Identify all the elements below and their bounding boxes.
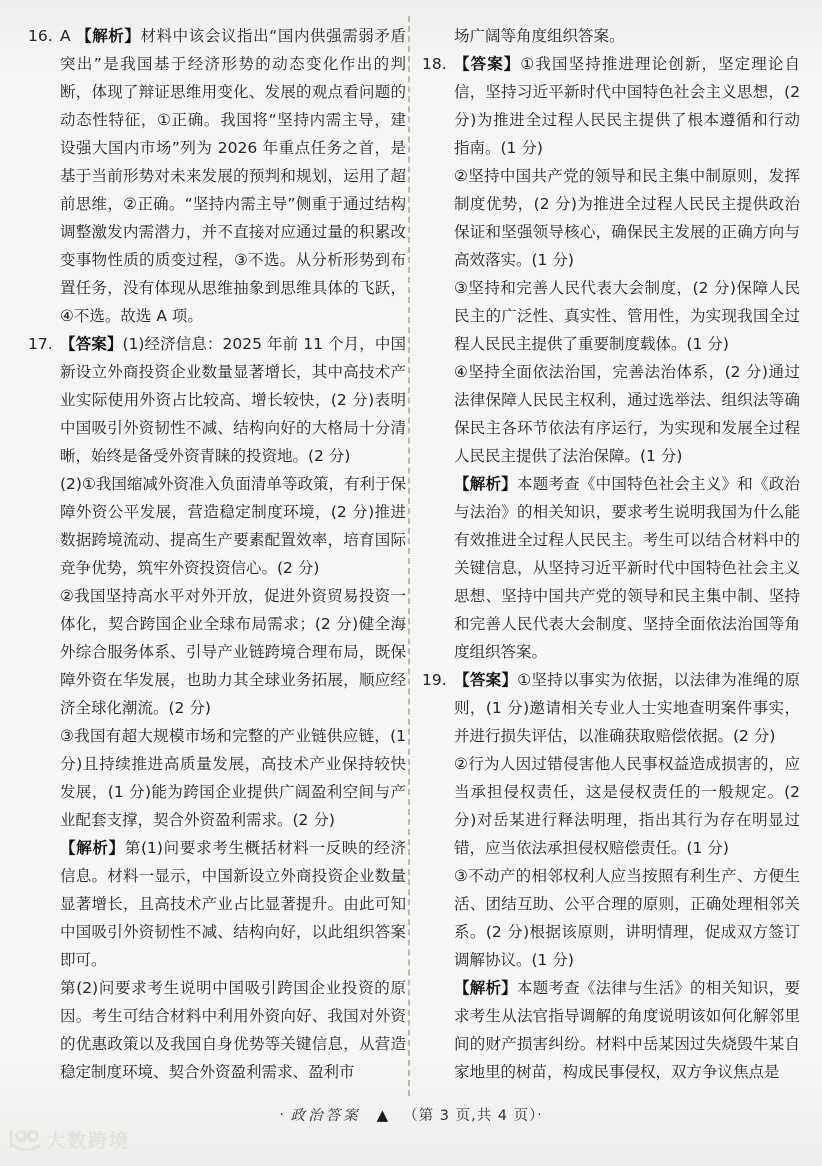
- page-footer: [0, 1104, 822, 1125]
- watermark-text: 大数跨境: [46, 1130, 131, 1152]
- section-label: 【答案】: [454, 671, 518, 689]
- paragraph: [454, 862, 800, 974]
- text-run: A: [60, 27, 77, 45]
- triangle-marker-icon: ▲: [376, 1106, 390, 1124]
- text-run: 材料中该会议指出“国内供强需弱矛盾突出”是我国基于经济形势的动态变化作出的判断，体现了辩证思维用变化、发展的观点看问题的动态性特征，①正确。我国将“坚持内需主导，建设强大国内市场”列为 2026 年重点任务之首，是基于当前形势对未来发展的预判和规划，运用了超前思维，②正确。“坚持内需主导”侧重于通过结构调整激发内需潜力，并不直接对应通过量的积累改变事物性质的质变过程，③不选。从分析形势到布置任务，没有体现从思维抽象到思维具体的飞跃，④不选。故选 A 项。: [60, 27, 406, 325]
- text-run: ②我国坚持高水平对外开放，促进外资贸易投资一体化，契合跨国企业全球布局需求；(2 分)健全海外综合服务体系、引导产业链跨境合理布局，既保障外资在华发展，也助力其全球业务拓展，顺应经济全球化潮流。(2 分): [60, 587, 406, 717]
- paragraph: [454, 50, 800, 162]
- text-run: 场广阔等角度组织答案。: [454, 27, 625, 45]
- brand-logo-icon: [6, 1128, 42, 1152]
- paragraph: [454, 750, 800, 862]
- answer-item: [28, 330, 406, 1086]
- section-label: 【解析】: [454, 979, 517, 997]
- paragraph: [60, 582, 406, 722]
- watermark: [6, 1126, 130, 1153]
- item-number: 16.: [28, 27, 53, 45]
- paragraph: [60, 722, 406, 834]
- section-label: 【解析】: [76, 27, 141, 45]
- column-divider: [408, 16, 410, 1096]
- paragraph: [454, 974, 800, 1086]
- paragraph: [454, 358, 800, 470]
- section-label: 【解析】: [60, 839, 125, 857]
- paragraph: [60, 22, 406, 330]
- text-run: 第(2)问要求考生说明中国吸引跨国企业投资的原因。考生可结合材料中利用外资向好、我国对外资的优惠政策以及我国自身优势等关键信息，从营造稳定制度环境、契合外资盈利需求、盈利市: [60, 979, 406, 1081]
- paragraph: [454, 666, 800, 750]
- section-label: 【答案】: [454, 55, 521, 73]
- text-run: ③坚持和完善人民代表大会制度，(2 分)保障人民民主的广泛性、真实性、管用性，为实现我国全过程人民民主提供了重要制度载体。(1 分): [454, 279, 800, 353]
- paragraph: [60, 974, 406, 1086]
- answer-item: [422, 50, 800, 666]
- paragraph: [60, 834, 406, 974]
- text-run: ①我国坚持推进理论创新，坚定理论自信，坚持习近平新时代中国特色社会主义思想，(2 分)为推进全过程人民民主提供了根本遵循和行动指南。(1 分): [454, 55, 800, 157]
- paragraph: [454, 470, 800, 666]
- item-number: 17.: [28, 335, 53, 353]
- footer-doc-title: 政治答案: [290, 1108, 361, 1124]
- text-run: 本题考查《中国特色社会主义》和《政治与法治》的相关知识，要求考生说明我国为什么能有效推进全过程人民民主。考生可以结合材料中的关键信息，从坚持习近平新时代中国特色社会主义思想、坚持中国共产党的领导和民主集中制、坚持和完善人民代表大会制度、坚持全面依法治国等角度组织答案。: [454, 475, 800, 661]
- text-run: ①坚持以事实为依据，以法律为准绳的原则，(1 分)邀请相关专业人士实地查明案件事实，并进行损失评估，以准确获取赔偿依据。(2 分): [454, 671, 800, 745]
- text-run: (1)经济信息：2025 年前 11 个月，中国新设立外商投资企业数量显著增长，其中高技术产业实际使用外资占比较高、增长较快，(2 分)表明中国吸引外资韧性不减、结构向好的大格局十分清晰，始终是备受外资青睐的投资地。(2 分): [60, 335, 406, 465]
- item-number: 19.: [422, 671, 447, 689]
- text-run: ③不动产的相邻权利人应当按照有利生产、方便生活、团结互助、公平合理的原则，正确处理相邻关系。(2 分)根据该原则，讲明情理，促成双方签订调解协议。(1 分): [454, 867, 800, 969]
- paragraph: [454, 22, 800, 50]
- answer-item: [422, 666, 800, 1086]
- text-run: 本题考查《法律与生活》的相关知识，要求考生从法官指导调解的角度说明该如何化解邻里间的财产损害纠纷。材料中岳某因过失烧毁牛某自家地里的树苗，构成民事侵权，双方争议焦点是: [454, 979, 800, 1081]
- paragraph: [454, 274, 800, 358]
- text-run: (2)①我国缩减外资准入负面清单等政策，有利于保障外资公平发展，营造稳定制度环境，(2 分)推进数据跨境流动、提高生产要素配置效率，培育国际竞争优势，筑牢外资投资信心。(2 分): [60, 475, 406, 577]
- text-run: ④坚持全面依法治国，完善法治体系，(2 分)通过法律保障人民民主权利，通过选举法、组织法等确保民主各环节依法有序运行，为实现和发展全过程人民民主提供了法治保障。(1 分): [454, 363, 800, 465]
- right-column: [422, 22, 800, 1086]
- section-label: 【解析】: [454, 475, 517, 493]
- footer-dot-right: ·: [537, 1108, 543, 1123]
- footer-page-info: （第 3 页,共 4 页）: [403, 1108, 538, 1124]
- answer-item: [422, 22, 800, 50]
- text-run: ②坚持中国共产党的领导和民主集中制原则，发挥制度优势，(2 分)为推进全过程人民民主提供政治保证和坚强领导核心，确保民主发展的正确方向与高效落实。(1 分): [454, 167, 800, 269]
- section-label: 【答案】: [60, 335, 123, 353]
- text-run: 第(1)问要求考生概括材料一反映的经济信息。材料一显示，中国新设立外商投资企业数量显著增长，且高技术产业占比显著提升。由此可知中国吸引外资韧性不减、结构向好，以此组织答案即可。: [60, 839, 406, 969]
- left-column: [28, 22, 406, 1086]
- paragraph: [454, 162, 800, 274]
- text-run: ③我国有超大规模市场和完整的产业链供应链，(1 分)且持续推进高质量发展，高技术产业保持较快发展，(1 分)能为跨国企业提供广阔盈利空间与产业配套支撑，契合外资盈利需求。(2 分): [60, 727, 406, 829]
- paragraph: [60, 470, 406, 582]
- answer-item: [28, 22, 406, 330]
- item-number: 18.: [422, 55, 447, 73]
- text-run: ②行为人因过错侵害他人民事权益造成损害的，应当承担侵权责任，这是侵权责任的一般规定。(2 分)对岳某进行释法明理，指出其行为存在明显过错，应当依法承担侵权赔偿责任。(1 分): [454, 755, 800, 857]
- footer-dot-left: ·: [279, 1108, 285, 1123]
- paragraph: [60, 330, 406, 470]
